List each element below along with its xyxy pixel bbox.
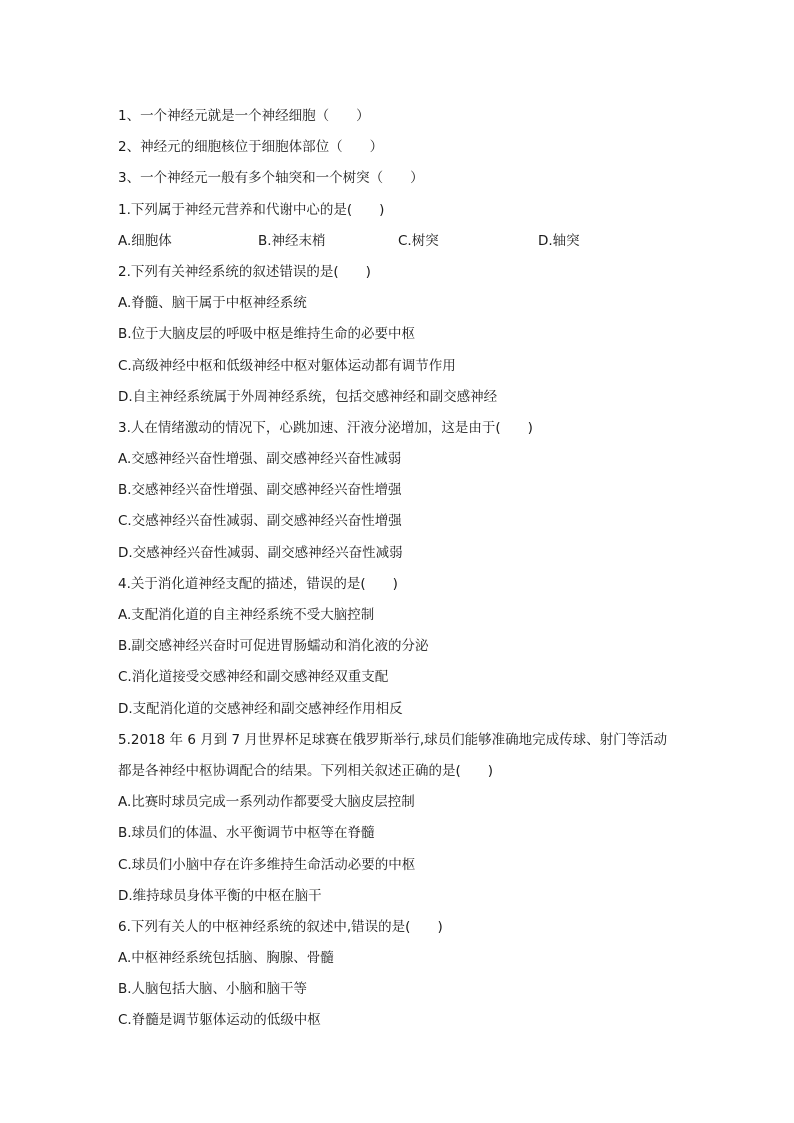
judgment-2: 2、神经元的细胞核位于细胞体部位（ ） <box>118 139 384 156</box>
question-1-options <box>118 226 688 257</box>
q3-option-d: D.交感神经兴奋性减弱、副交感神经兴奋性减弱 <box>118 544 403 561</box>
q5-option-b: B.球员们的体温、水平衡调节中枢等在脊髓 <box>118 825 375 842</box>
q2-option-c: C.高级神经中枢和低级神经中枢对躯体运动都有调节作用 <box>118 357 456 374</box>
q1-option-a: A.细胞体 <box>118 232 172 249</box>
q5-option-a: A.比赛时球员完成一系列动作都要受大脑皮层控制 <box>118 794 415 811</box>
judgment-3: 3、一个神经元一般有多个轴突和一个树突（ ） <box>118 170 424 187</box>
question-2-stem: 2.下列有关神经系统的叙述错误的是( ) <box>118 263 371 280</box>
q1-option-d: D.轴突 <box>538 232 580 249</box>
q3-option-a: A.交感神经兴奋性增强、副交感神经兴奋性减弱 <box>118 451 402 468</box>
q3-option-b: B.交感神经兴奋性增强、副交感神经兴奋性增强 <box>118 482 402 499</box>
q5-option-c: C.球员们小脑中存在许多维持生命活动必要的中枢 <box>118 856 416 873</box>
q1-option-c: C.树突 <box>398 232 439 249</box>
q6-option-b: B.人脑包括大脑、小脑和脑干等 <box>118 981 308 998</box>
q2-option-d: D.自主神经系统属于外周神经系统，包括交感神经和副交感神经 <box>118 388 498 405</box>
judgment-1: 1、一个神经元就是一个神经细胞（ ） <box>118 108 370 124</box>
q1-option-b: B.神经末梢 <box>258 232 326 249</box>
question-6-stem: 6.下列有关人的中枢神经系统的叙述中,错误的是( ) <box>118 918 443 935</box>
q6-option-a: A.中枢神经系统包括脑、胸腺、骨髓 <box>118 950 334 967</box>
q5-option-d: D.维持球员身体平衡的中枢在脑干 <box>118 887 322 904</box>
question-1-stem: 1.下列属于神经元营养和代谢中心的是( ) <box>118 201 385 218</box>
q2-option-a: A.脊髓、脑干属于中枢神经系统 <box>118 295 307 312</box>
q4-option-d: D.支配消化道的交感神经和副交感神经作用相反 <box>118 700 403 717</box>
question-5-stem-line-2: 都是各神经中枢协调配合的结果。下列相关叙述正确的是( ) <box>118 762 494 779</box>
q4-option-c: C.消化道接受交感神经和副交感神经双重支配 <box>118 669 389 686</box>
q4-option-b: B.副交感神经兴奋时可促进胃肠蠕动和消化液的分泌 <box>118 638 429 655</box>
question-4-stem: 4.关于消化道神经支配的描述，错误的是( ) <box>118 575 398 592</box>
q4-option-a: A.支配消化道的自主神经系统不受大脑控制 <box>118 607 375 623</box>
question-5-stem-line-1: 5.2018 年 6 月到 7 月世界杯足球赛在俄罗斯举行,球员们能够准确地完成传球、射门等活动 <box>118 731 668 748</box>
q2-option-b: B.位于大脑皮层的呼吸中枢是维持生命的必要中枢 <box>118 326 416 343</box>
q3-option-c: C.交感神经兴奋性减弱、副交感神经兴奋性增强 <box>118 513 402 530</box>
question-content <box>118 101 688 1037</box>
q6-option-c: C.脊髓是调节躯体运动的低级中枢 <box>118 1012 321 1029</box>
question-3-stem: 3.人在情绪激动的情况下，心跳加速、汗液分泌增加，这是由于( ) <box>118 419 533 436</box>
